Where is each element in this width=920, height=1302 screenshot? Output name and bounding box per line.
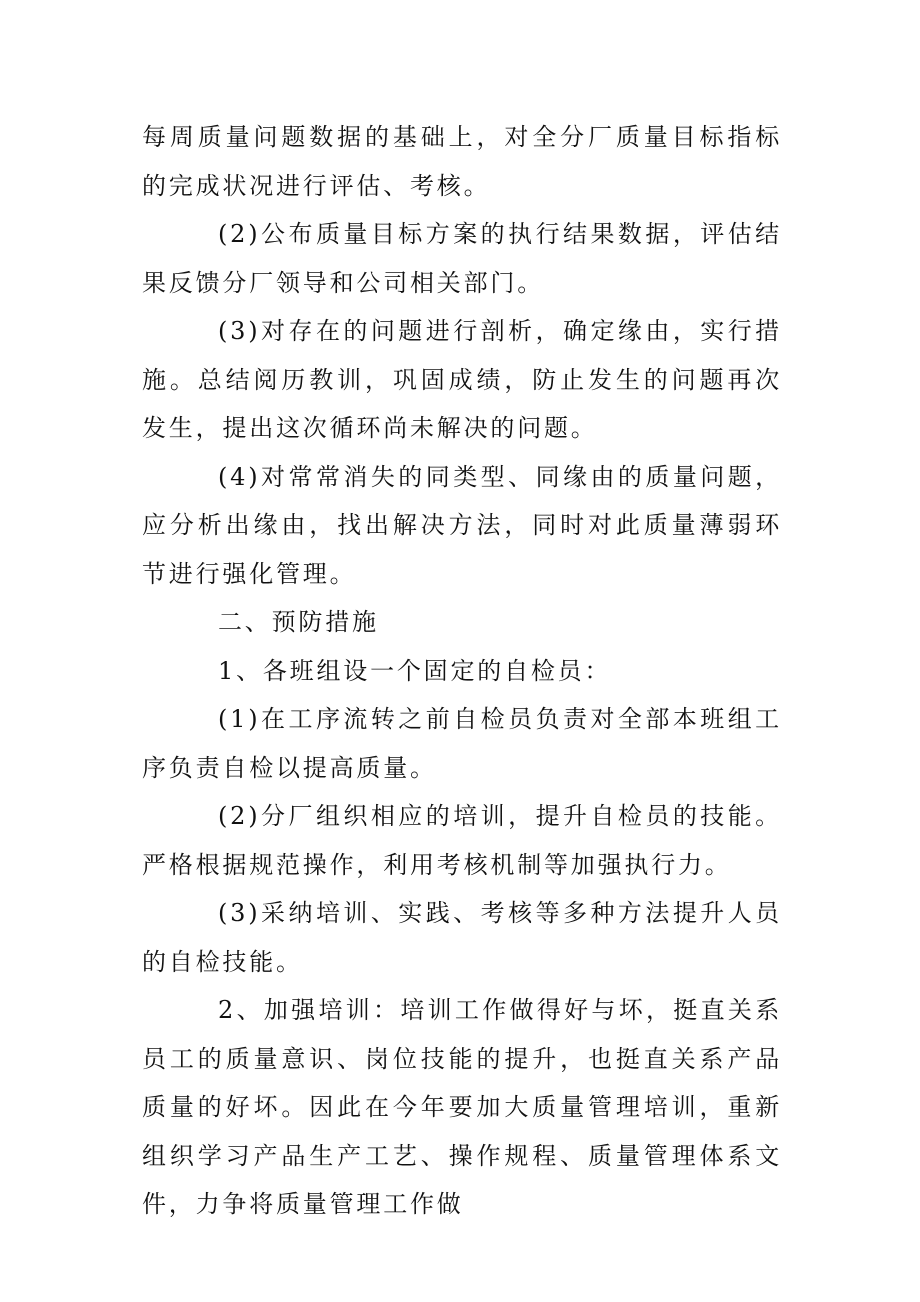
document-body xyxy=(142,113,782,1229)
paragraph-training: 2、加强培训：培训工作做得好与坏，挺直关系员工的质量意识、岗位技能的提升，也挺直关系产品质量的好坏。因此在今年要加大质量管理培训，重新组织学习产品生产工艺、操作规程、质量管理体系文件，力争将质量管理工作做 xyxy=(142,996,782,1218)
subsection-heading-inspector: 1、各班组设一个固定的自检员： xyxy=(218,656,612,685)
paragraph-item-3: (3)对存在的问题进行剖析，确定缘由，实行措施。总结阅历教训，巩固成绩，防止发生的问题再次发生，提出这次循环尚未解决的问题。 xyxy=(142,317,782,442)
paragraph-continuation: 每周质量问题数据的基础上，对全分厂质量目标指标的完成状况进行评估、考核。 xyxy=(142,123,782,200)
paragraph-item-4: (4)对常常消失的同类型、同缘由的质量问题，应分析出缘由，找出解决方法，同时对此质量薄弱环节进行强化管理。 xyxy=(142,462,782,588)
section-heading-prevention: 二、预防措施 xyxy=(218,608,379,636)
paragraph-item-3b: (3)采纳培训、实践、考核等多种方法提升人员的自检技能。 xyxy=(142,899,782,976)
paragraph-item-1b: (1)在工序流转之前自检员负责对全部本班组工序负责自检以提高质量。 xyxy=(142,705,782,782)
paragraph-item-2: (2)公布质量目标方案的执行结果数据，评估结果反馈分厂领导和公司相关部门。 xyxy=(142,220,782,297)
paragraph-item-2b: (2)分厂组织相应的培训，提升自检员的技能。严格根据规范操作，利用考核机制等加强执行力。 xyxy=(142,802,782,879)
